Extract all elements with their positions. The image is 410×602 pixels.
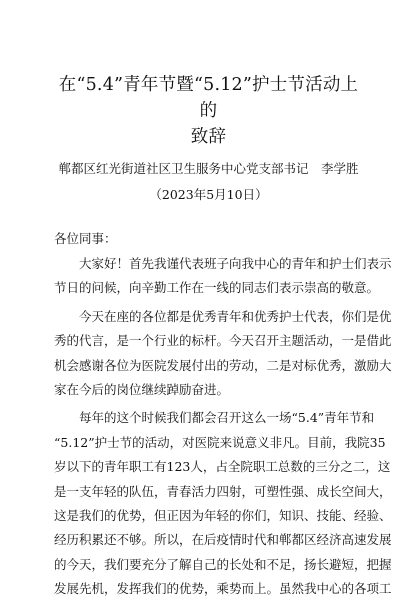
- paragraph-line: 家在今后的岗位继续踔励奋进。: [54, 382, 230, 398]
- title-line: 致辞: [190, 127, 227, 147]
- paragraph: [54, 406, 392, 601]
- paragraph-line: 每年的这个时候我们都会召开这么一场“5.4”青年节和: [79, 410, 375, 426]
- paragraph-line: 是一支年轻的队伍，青春活力四射，可塑性强、成长空间大，: [54, 483, 392, 499]
- document-title: [54, 72, 363, 150]
- paragraph-line: 节日的问候，向辛勤工作在一线的同志们表示崇高的敬意。: [54, 280, 380, 296]
- paragraph: [54, 305, 392, 403]
- paragraph: [54, 252, 392, 301]
- paragraph-line: 岁以下的青年职工有123人，占全院职工总数的三分之二，这: [54, 459, 391, 475]
- paragraph-line: 这是我们的优势，但正因为年轻的你们，知识、技能、经验、: [54, 508, 392, 524]
- title-line: 在“5.4”青年节暨“5.12”护士节活动上的: [58, 75, 359, 121]
- salutation: 各位同事：: [54, 231, 117, 246]
- paragraph-line: 今天在座的各位都是优秀青年和优秀护士代表，你们是优: [79, 308, 392, 324]
- paragraph-line: 的今天，我们要充分了解自己的长处和不足，扬长避短，把握: [54, 556, 392, 572]
- paragraph-line: 经历积累还不够。所以，在后疫情时代和郸都区经济高速发展: [54, 532, 392, 548]
- author-line: 郸都区红光街道社区卫生服务中心党支部书记 李学胜: [58, 161, 359, 176]
- paragraph-line: 大家好！首先我谨代表班子向我中心的青年和护士们表示: [79, 256, 392, 271]
- paragraph-line: 发展先机，发挥我们的优势，乘势而上。虽然我中心的各项工: [54, 581, 392, 597]
- paragraph-line: “5.12”护士节的活动，对医院来说意义非凡。目前，我院35: [54, 434, 386, 450]
- paragraph-line: 机会感谢各位为医院发展付出的劳动，二是对标优秀，激励大: [54, 357, 392, 373]
- date-line: （2023年5月10日）: [149, 187, 268, 202]
- paragraph-line: 秀的代言，是一个行业的标杆。今天召开主题活动，一是借此: [54, 333, 392, 349]
